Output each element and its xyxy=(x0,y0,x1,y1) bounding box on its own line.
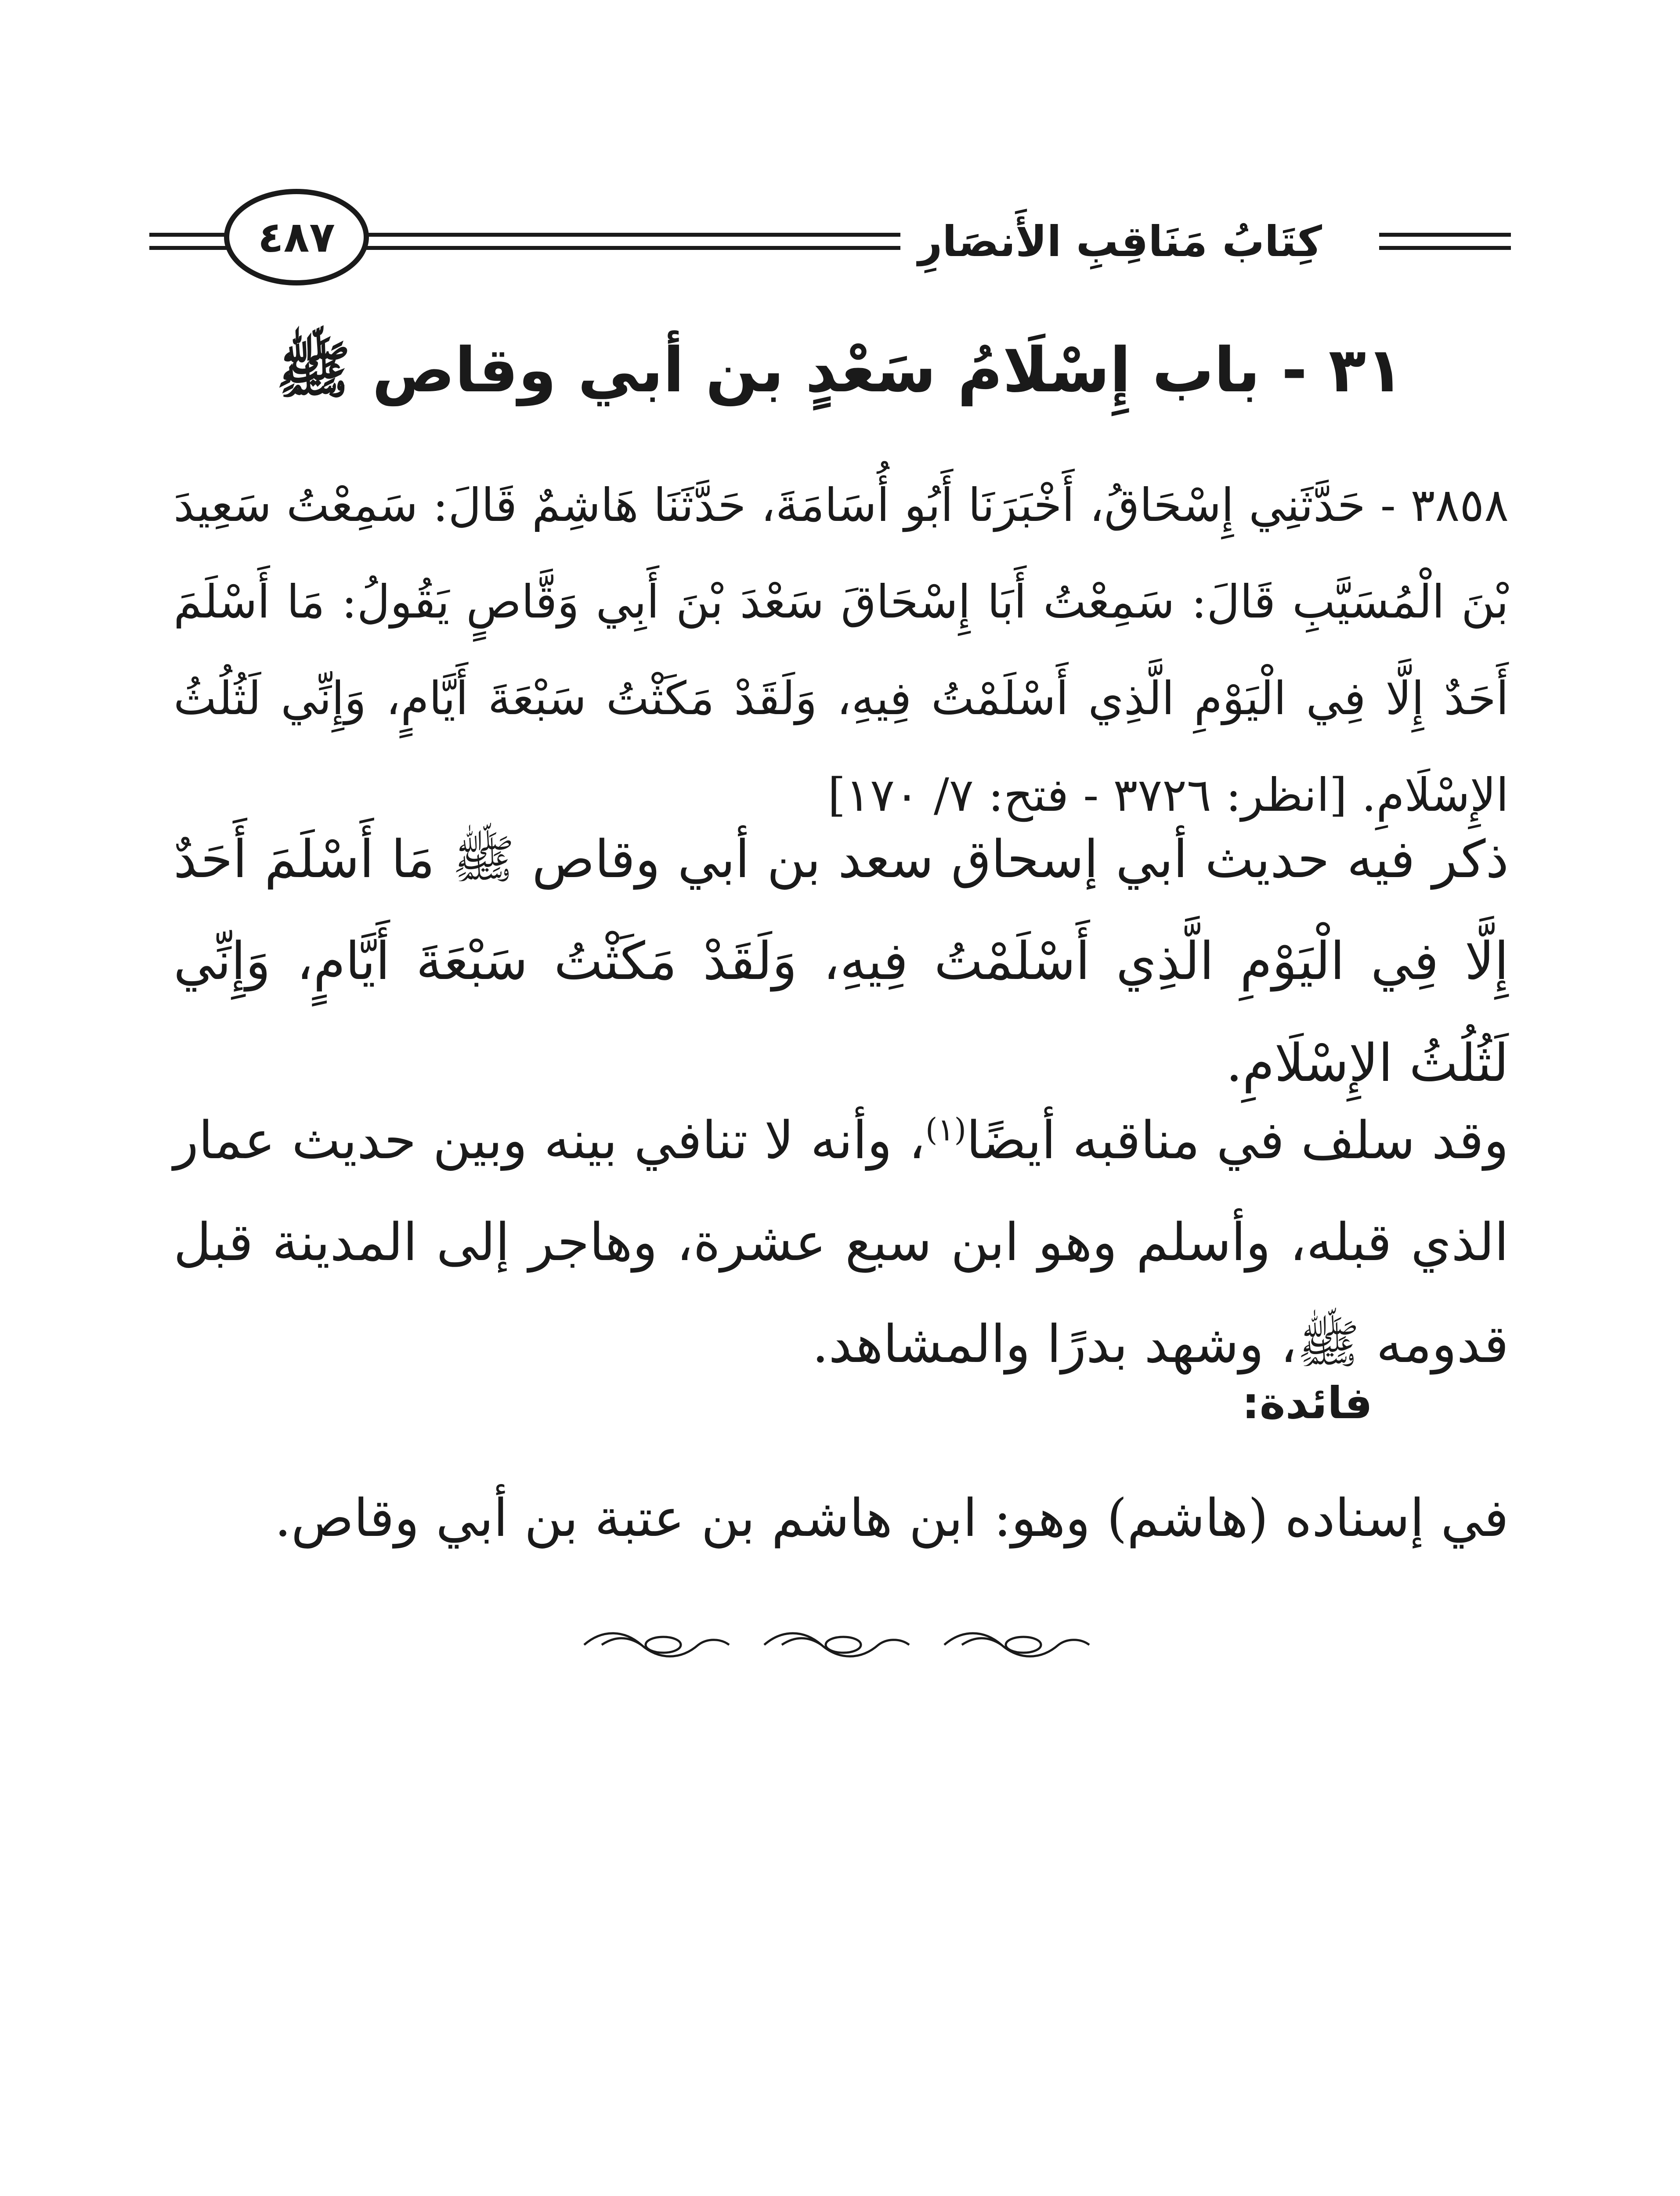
benefit-text: في إسناده (هاشم) وهو: ابن هاشم بن عتبة بن أبي وقاص. xyxy=(275,1488,1509,1548)
commentary-paragraph-2 xyxy=(173,1089,1509,1395)
header-rule-right-2 xyxy=(1379,246,1511,250)
commentary-paragraph-1: ذكر فيه حديث أبي إسحاق سعد بن أبي وقاص ﷺ مَا أَسْلَمَ أَحَدٌ إِلَّا فِي الْيَوْمِ الَّذِي أَسْلَمْتُ فِيهِ، وَلَقَدْ مَكَثْتُ سَبْعَةَ أَيَّامٍ، وَإِنِّي لَثُلُثُ الإِسْلَامِ. xyxy=(173,829,1509,1093)
commentary-paragraph-2-end: ، وأنه لا تنافي بينه وبين حديث عمار الذي قبله، وأسلم وهو ابن سبع عشرة، وهاجر إلى المدينة قبل قدومه ﷺ، وشهد بدرًا والمشاهد. xyxy=(173,1110,1509,1374)
running-header xyxy=(149,184,1511,299)
header-rule-middle-2 xyxy=(360,246,900,250)
commentary-paragraph-2-start: وقد سلف في مناقبه أيضًا xyxy=(966,1110,1509,1170)
header-rule-middle xyxy=(360,233,900,237)
benefit-label: فائدة: xyxy=(1242,1377,1373,1429)
ornament-divider xyxy=(575,1625,1111,1665)
header-rule-right xyxy=(1379,233,1511,237)
footnote-reference: (١) xyxy=(925,1111,967,1148)
book-title: كِتَابُ مَنَاقِبِ الأَنصَارِ xyxy=(918,217,1322,266)
hadith-text: ٣٨٥٨ - حَدَّثَنِي إِسْحَاقُ، أَخْبَرَنَا أَبُو أُسَامَةَ، حَدَّثَنَا هَاشِمٌ قَالَ: سَمِعْتُ سَعِيدَ بْنَ الْمُسَيَّبِ قَالَ: سَمِعْتُ أَبَا إِسْحَاقَ سَعْدَ بْنَ أَبِي وَقَّاصٍ يَقُولُ: مَا أَسْلَمَ أَحَدٌ إِلَّا فِي الْيَوْمِ الَّذِي أَسْلَمْتُ فِيهِ، وَلَقَدْ مَكَثْتُ سَبْعَةَ أَيَّامٍ، وَإِنِّي لَثُلُثُ الإِسْلَامِ. [انظر: ٣٧٢٦ - فتح: ٧/ ١٧٠] xyxy=(173,478,1509,822)
chapter-title: ٣١ - باب إِسْلَامُ سَعْدٍ بن أبي وقاص ﷺ xyxy=(276,335,1404,406)
page-number: ٤٨٧ xyxy=(258,213,335,262)
header-rule-left-2 xyxy=(149,246,237,250)
page-number-badge xyxy=(224,189,369,285)
